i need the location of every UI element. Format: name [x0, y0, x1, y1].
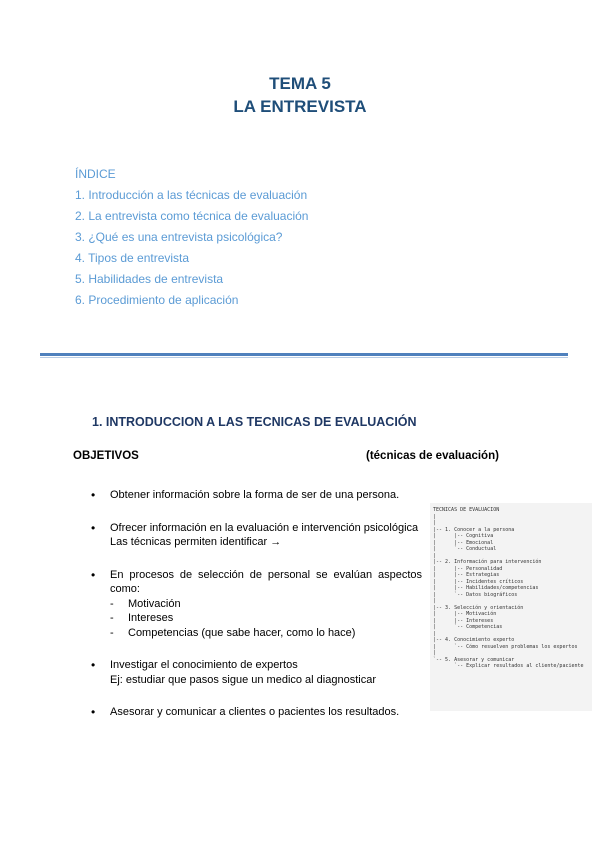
sub-list [110, 597, 422, 641]
section-divider-shadow [40, 357, 568, 358]
section-divider [40, 353, 568, 356]
index-item[interactable]: 3. ¿Qué es una entrevista psicológica? [75, 230, 283, 244]
list-item [110, 568, 422, 641]
bullet-text: Ej: estudiar que pasos sigue un medico al diagnosticar [110, 673, 376, 686]
list-item [110, 521, 422, 550]
document-title: TEMA 5 [269, 74, 331, 93]
table-of-contents [75, 166, 308, 313]
bullet-text: • En procesos de selección de personal se evalúan aspectos como: [110, 568, 422, 595]
list-item [110, 658, 422, 687]
document-subtitle: LA ENTREVISTA [233, 97, 367, 116]
bullet-text: Las técnicas permiten identificar → [110, 536, 282, 548]
bullet-text: • Obtener información sobre la forma de ser de una persona. [110, 489, 400, 501]
objetivos-label: OBJETIVOS [73, 450, 139, 462]
index-item[interactable]: 4. Tipos de entrevista [75, 251, 190, 265]
index-label: ÍNDICE [75, 167, 116, 181]
objectives-list [110, 488, 422, 738]
index-item[interactable]: 1. Introducción a las técnicas de evaluación [75, 188, 308, 202]
list-item [110, 705, 422, 720]
index-item[interactable]: 6. Procedimiento de aplicación [75, 293, 239, 307]
tecnicas-diagram [430, 503, 592, 711]
sub-item: - Motivación [110, 597, 422, 612]
diagram-text: TECNICAS DE EVALUACION | | |-- 1. Conocer a la persona | |-- Cognitiva | |-- Emocional | `-- Conductual | |-- 2. Información para intervención | |-- Personalidad | |-- Estrategias | |-- Incidentes críticos | |-- Habilidades/competencias | `-- Datos biográficos | |-- 3. Selección y orientación | |-- Motivación | |-- Intereses | `-- Competencias | |-- 4. Conocimiento experto | `-- Cómo resuelven problemas los expertos | `-- 5. Asesorar y comunicar `-- Explicar resultados al cliente/paciente [433, 507, 584, 669]
index-item[interactable]: 5. Habilidades de entrevista [75, 272, 224, 286]
tecnicas-label: (técnicas de evaluación) [366, 450, 499, 462]
bullet-text: • Investigar el conocimiento de expertos [110, 659, 298, 671]
index-item[interactable]: 2. La entrevista como técnica de evaluación [75, 209, 309, 223]
sub-item: - Competencias (que sabe hacer, como lo hace) [110, 626, 422, 641]
section-heading: 1. INTRODUCCION A LAS TECNICAS DE EVALUACIÓN [92, 415, 417, 429]
list-item [110, 488, 422, 503]
sub-item: - Intereses [110, 611, 422, 626]
bullet-text: • Asesorar y comunicar a clientes o pacientes los resultados. [110, 706, 400, 718]
bullet-text: • Ofrecer información en la evaluación e intervención psicológica [110, 521, 419, 534]
